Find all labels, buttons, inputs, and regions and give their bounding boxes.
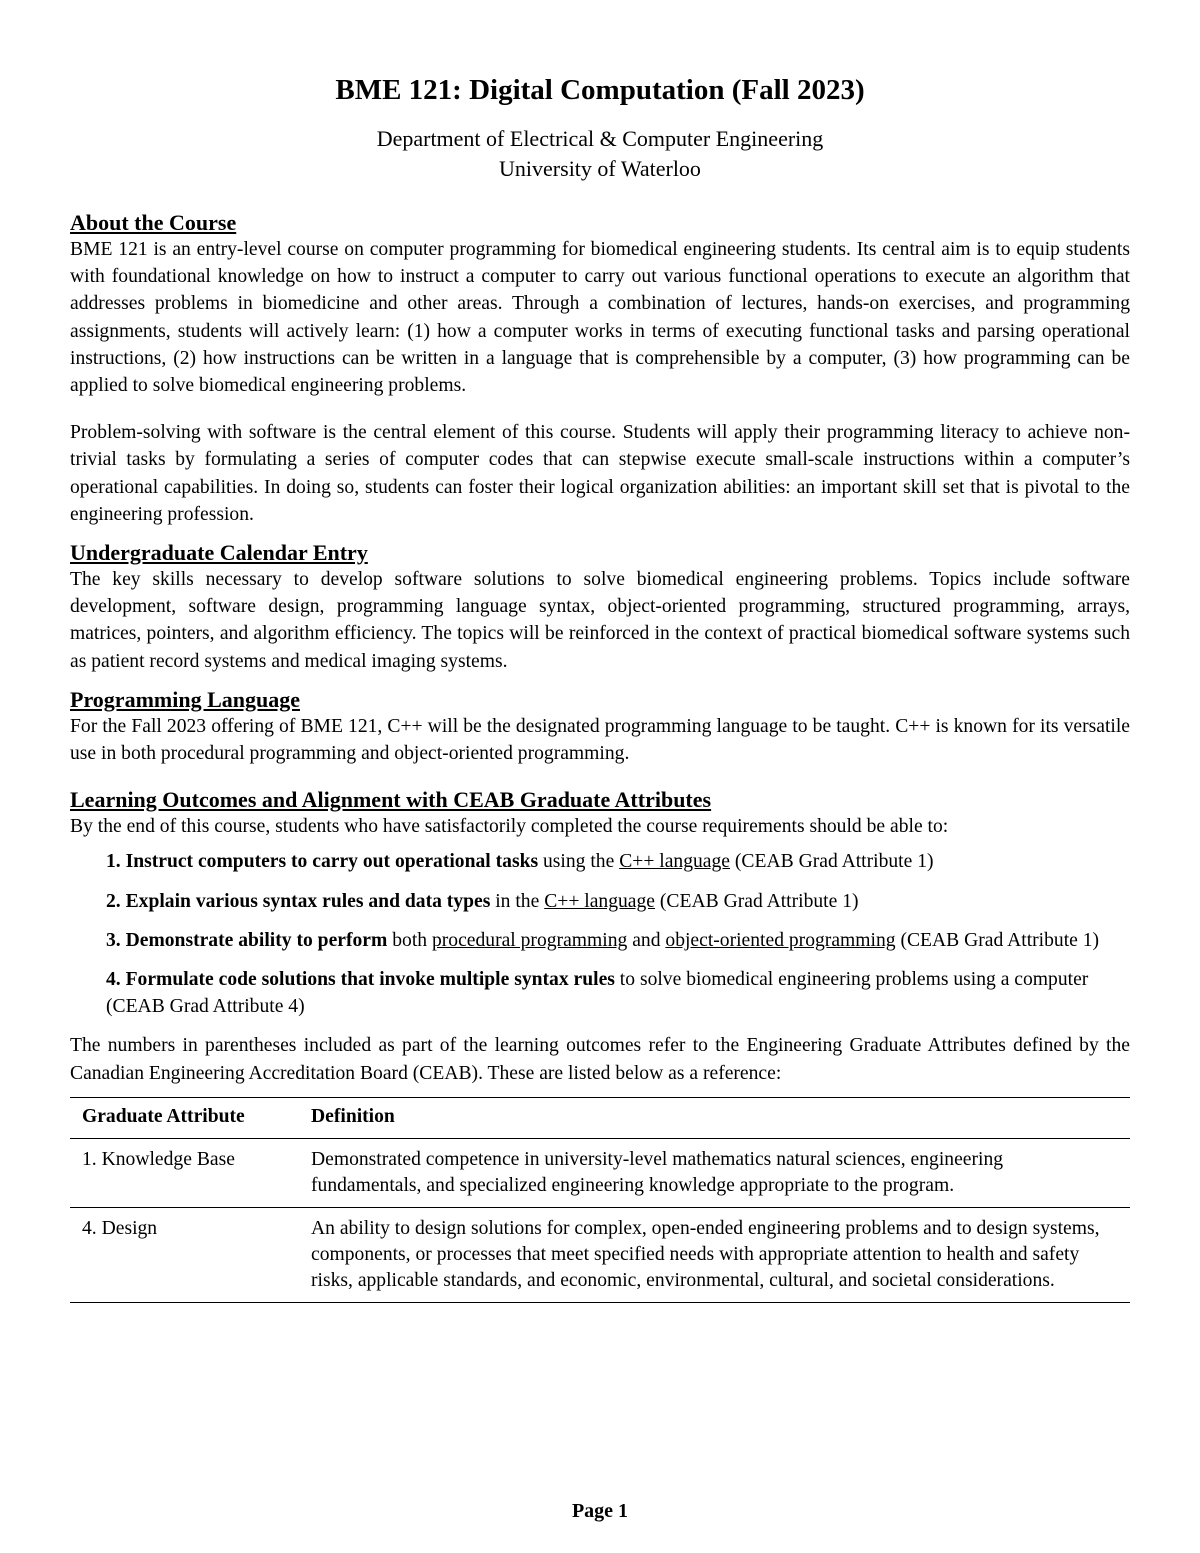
language-paragraph: For the Fall 2023 offering of BME 121, C++ will be the designated programming language to be taught. C++ is known for its versatile use in both procedural programming and object-oriented programming.: [70, 715, 1130, 765]
column-header-definition: Definition: [299, 1097, 1130, 1138]
university-name: University of Waterloo: [499, 156, 701, 181]
outcomes-note: The numbers in parentheses included as part of the learning outcomes refer to the Engineering Graduate Attributes defined by the Canadian Engineering Accreditation Board (CEAB). These are listed below as a reference:: [70, 1035, 1130, 1084]
attribute-cell: 4. Design: [70, 1207, 299, 1302]
table-row: [70, 1207, 1130, 1302]
graduate-attributes-table: [70, 1097, 1130, 1303]
outcomes-intro: By the end of this course, students who have satisfactorily completed the course requirements should be able to:: [70, 816, 949, 838]
about-paragraph-1: BME 121 is an entry-level course on computer programming for biomedical engineering students. Its central aim is to equip students with foundational knowledge on how to instruct a computer to carry out various functional operations to execute an algorithm that addresses problems in biomedicine and other areas. Through a combination of lectures, hands-on exercises, and programming assignments, students will actively learn: (1) how a computer works in terms of executing functional tasks and parsing operational instructions, (2) how instructions can be written in a language that is comprehensible by a computer, (3) how programming can be applied to solve biomedical engineering problems.: [70, 239, 1130, 397]
document-title: BME 121: Digital Computation (Fall 2023): [335, 74, 865, 106]
calendar-paragraph: The key skills necessary to develop software solutions to solve biomedical engineering problems. Topics include software development, software design, programming language syntax, object-oriented programming, structured programming, arrays, matrices, pointers, and algorithm efficiency. The topics will be reinforced in the context of practical biomedical software systems such as patient record systems and medical imaging systems.: [70, 569, 1130, 672]
table-header-row: [70, 1097, 1130, 1138]
definition-cell: An ability to design solutions for complex, open-ended engineering problems and to design systems, components, or processes that meet specified needs with appropriate attention to health and safety risks, applicable standards, and economic, environmental, cultural, and societal considerations.: [299, 1207, 1130, 1302]
department-name: Department of Electrical & Computer Engineering: [376, 126, 824, 151]
document-page: [70, 72, 1130, 1303]
outcome-item: 4. Formulate code solutions that invoke multiple syntax rules to solve biomedical engineering problems using a computer (CEAB Grad Attribute 4): [106, 969, 1089, 1018]
attribute-cell: 1. Knowledge Base: [70, 1138, 299, 1207]
outcome-item: 2. Explain various syntax rules and data types in the C++ language (CEAB Grad Attribute 1): [106, 890, 859, 912]
document-subtitle: [70, 124, 1130, 184]
outcomes-heading: Learning Outcomes and Alignment with CEAB Graduate Attributes: [70, 787, 712, 813]
outcome-item: 3. Demonstrate ability to perform both procedural programming and object-oriented programming (CEAB Grad Attribute 1): [106, 929, 1100, 951]
outcome-item: 1. Instruct computers to carry out operational tasks using the C++ language (CEAB Grad Attribute 1): [106, 851, 934, 873]
page-number: Page 1: [571, 1500, 629, 1522]
language-heading: Programming Language: [70, 686, 300, 712]
column-header-attribute: Graduate Attribute: [70, 1097, 299, 1138]
calendar-heading: Undergraduate Calendar Entry: [70, 540, 368, 566]
about-paragraph-2: Problem-solving with software is the central element of this course. Students will apply their programming literacy to achieve non-trivial tasks by formulating a series of computer codes that can stepwise execute small-scale instructions within a computer’s operational capabilities. In doing so, students can foster their logical organization abilities: an important skill set that is pivotal to the engineering profession.: [70, 422, 1130, 525]
about-heading: About the Course: [70, 210, 237, 235]
outcomes-list: [106, 848, 1130, 1020]
table-row: [70, 1138, 1130, 1207]
definition-cell: Demonstrated competence in university-level mathematics natural sciences, engineering fundamentals, and specialized engineering knowledge appropriate to the program.: [299, 1138, 1130, 1207]
